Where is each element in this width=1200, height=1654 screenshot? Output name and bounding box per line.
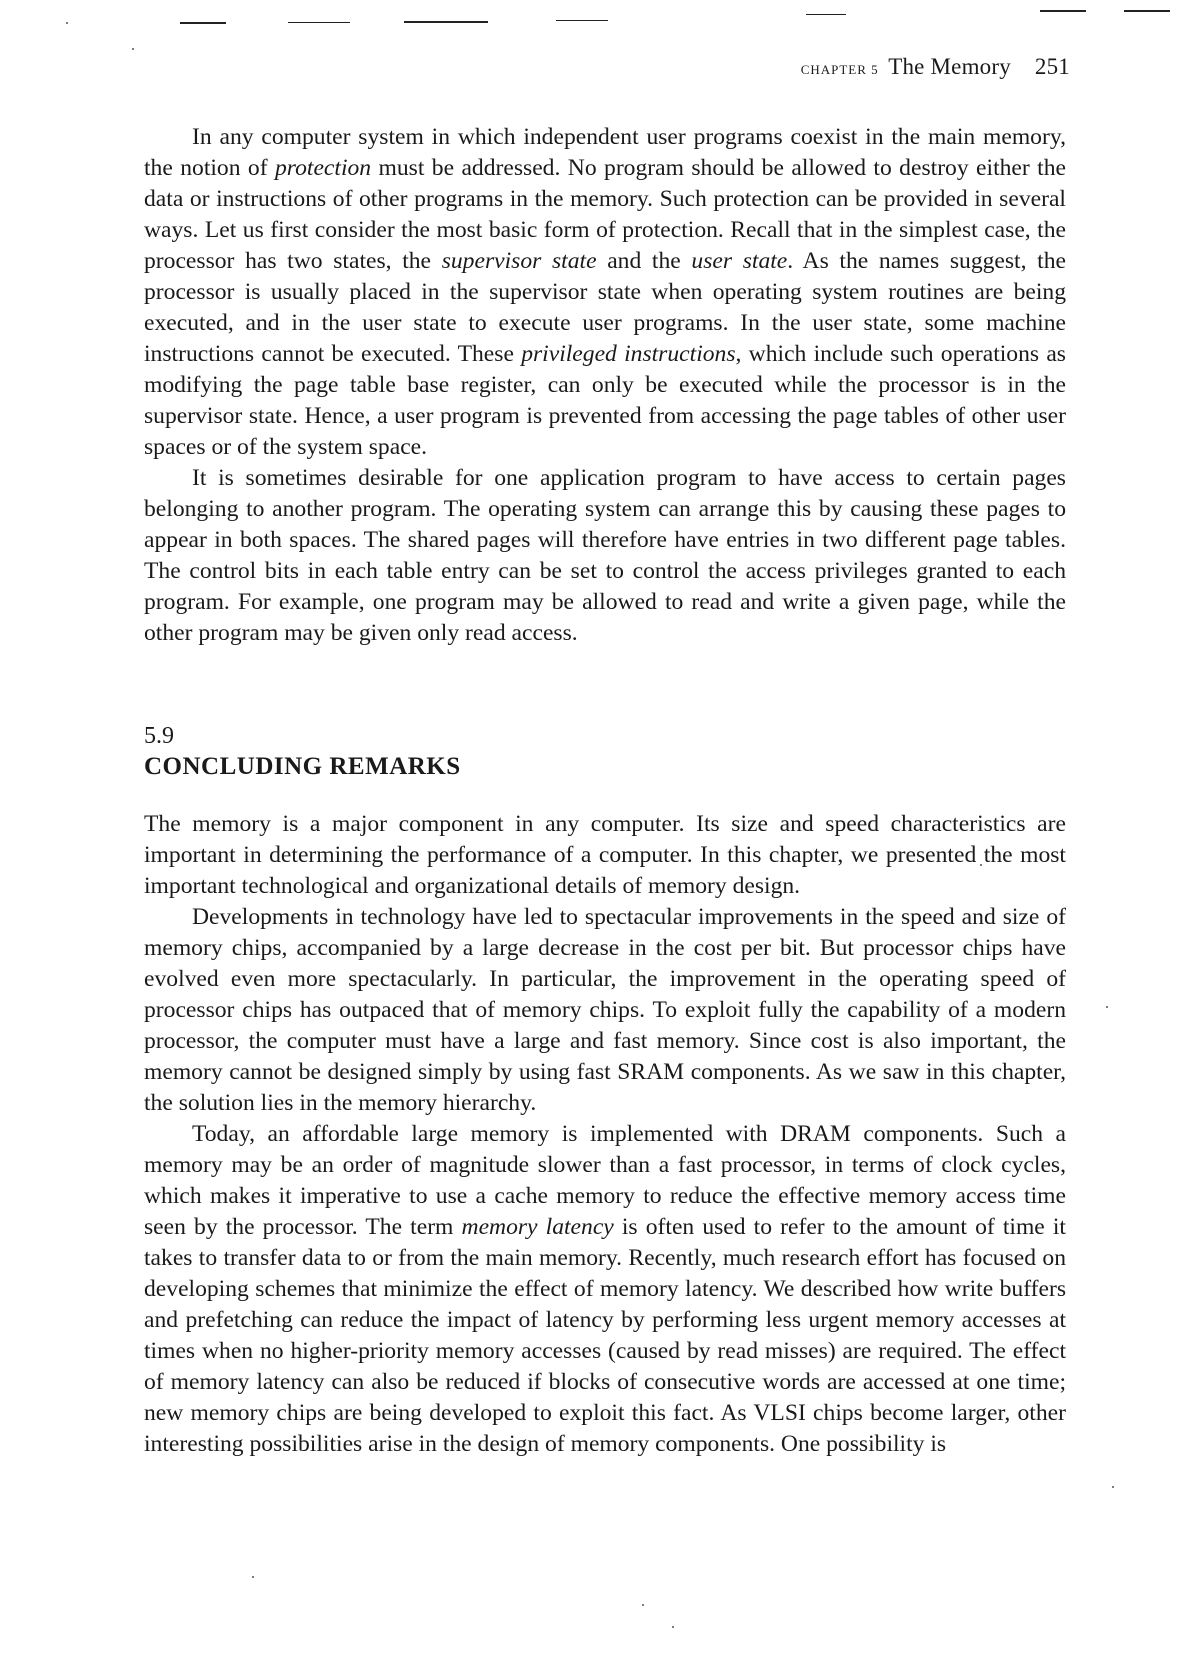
italic-term: memory latency <box>461 1214 614 1240</box>
chapter-title: The Memory <box>888 54 1011 79</box>
italic-term: protection <box>274 155 372 181</box>
paragraph-memory-major-component <box>144 809 1066 902</box>
section-number: 5.9 <box>144 723 174 749</box>
text-run: and the <box>596 248 692 274</box>
section-title: CONCLUDING REMARKS <box>144 753 461 780</box>
chapter-label: CHAPTER 5 <box>800 62 879 77</box>
text-run: Developments in technology have led to spectacular improvements in the speed and size of memory chips, accompanied by a large decrease in the cost per bit. But processor chips have evolved even more spectacularly. In particular, the improvement in the operating speed of processor chips has outpaced that of memory chips. To exploit fully the capability of a modern processor, the computer must have a large and fast memory. Since cost is also important, the memory cannot be designed simply by using fast SRAM components. As we saw in this chapter, the solution lies in the memory hierarchy. <box>144 904 1066 1116</box>
page-number: 251 <box>1034 54 1070 79</box>
running-head <box>801 54 1070 80</box>
paragraph-shared-pages <box>144 463 1066 649</box>
text-run: is often used to refer to the amount of time it takes to transfer data to or from the main memory. Recently, much research effort has focused on developing schemes that minimize the effect of memory latency. We described how write buffers and prefetching can reduce the impact of latency by performing less urgent memory accesses at times when no higher-priority memory accesses (caused by read misses) are required. The effect of memory latency can also be reduced if blocks of consecutive words are accessed at one time; new memory chips are being developed to exploit this fact. As VLSI chips become larger, other interesting possibilities arise in the design of memory components. One possibility is <box>144 1214 1066 1457</box>
italic-term: supervisor state <box>441 248 597 274</box>
italic-term: privileged instructions <box>521 341 736 367</box>
text-run: The memory is a major component in any computer. Its size and speed characteristics are important in determining the performance of a computer. In this chapter, we presented the most important technological and organizational details of memory design. <box>144 811 1066 899</box>
italic-term: user state <box>691 248 788 274</box>
section-heading <box>144 721 1066 783</box>
paragraph-dram-latency <box>144 1119 1066 1460</box>
text-run: must be addressed. No program should be allowed to destroy either the data or instructions of other programs in the memory. Such protection can be provided in several ways. Let us first consider the most basic form of protection. Recall that in the simplest case, the processor has two states, the <box>144 155 1066 274</box>
text-run: . As the names suggest, the processor is usually placed in the supervisor state when operating system routines are being executed, and in the user state to execute user programs. In the user state, some machine instructions cannot be executed. These <box>144 248 1066 367</box>
paragraph-developments <box>144 902 1066 1119</box>
text-run: It is sometimes desirable for one application program to have access to certain pages belonging to another program. The operating system can arrange this by causing these pages to appear in both spaces. The shared pages will therefore have entries in two different page tables. The control bits in each table entry can be set to control the access privileges granted to each program. For example, one program may be allowed to read and write a given page, while the other program may be given only read access. <box>144 465 1066 646</box>
text-run: , which include such operations as modifying the page table base register, can only be executed while the processor is in the supervisor state. Hence, a user program is prevented from accessing the page tables of other user spaces or of the system space. <box>144 341 1066 460</box>
text-run: In any computer system in which independent user programs coexist in the main memory, the notion of <box>144 124 1066 181</box>
paragraph-protection <box>144 122 1066 463</box>
page-body <box>144 122 1066 1460</box>
text-run: Today, an affordable large memory is implemented with DRAM components. Such a memory may be an order of magnitude slower than a fast processor, in terms of clock cycles, which makes it imperative to use a cache memory to reduce the effective memory access time seen by the processor. The term <box>144 1121 1066 1240</box>
